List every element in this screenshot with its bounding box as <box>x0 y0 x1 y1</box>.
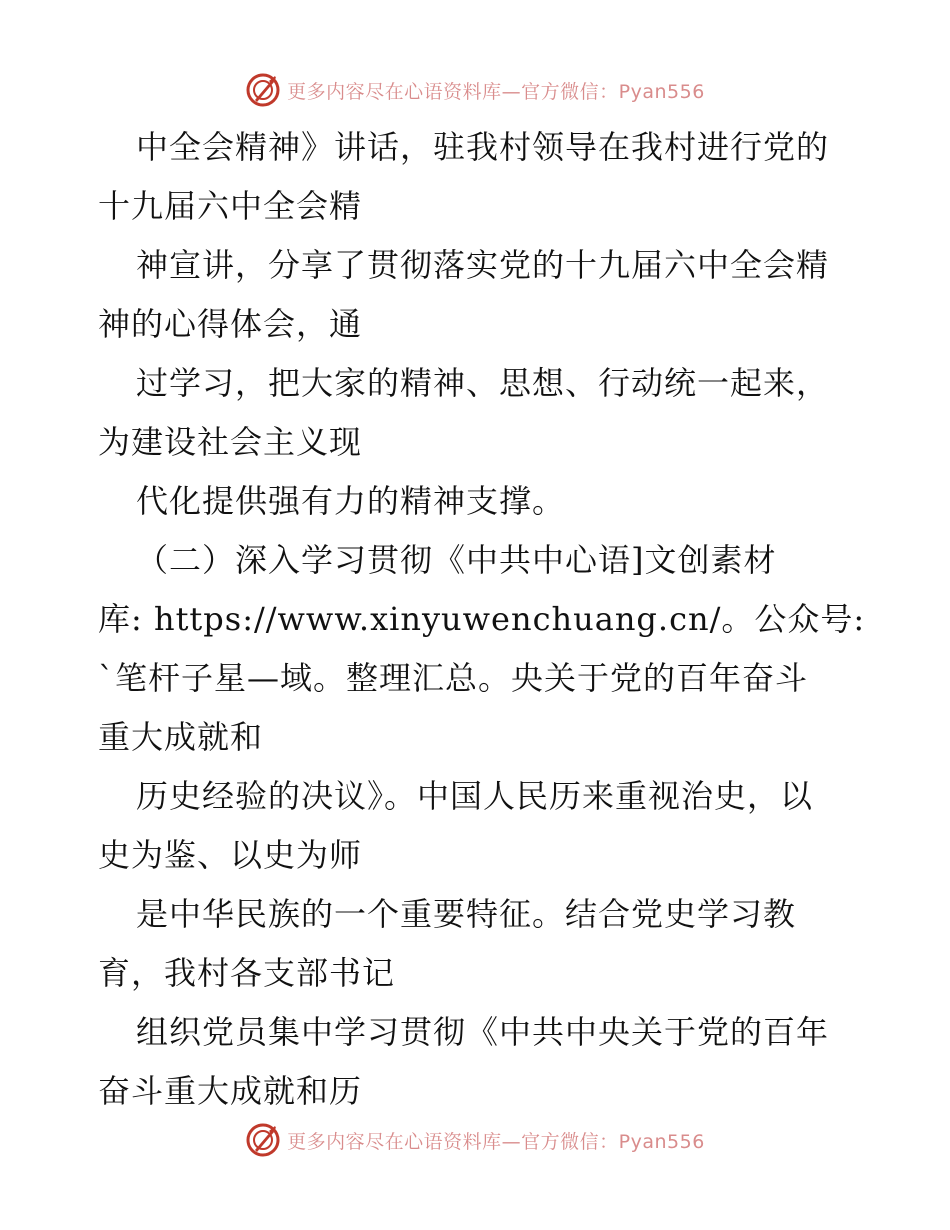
text-line: 是中华民族的一个重要特征。结合党史学习教 <box>136 895 797 933</box>
footer-banner-main: 更多内容尽在心语资料库 <box>287 1130 502 1153</box>
footer-banner <box>245 1122 705 1158</box>
text-line: （二）深入学习贯彻《中共中心语]文创素材 <box>136 541 777 579</box>
header-banner-text <box>287 77 705 104</box>
text-line: 重大成就和 <box>98 718 264 756</box>
text-line: 中全会精神》讲话，驻我村领导在我村进行党的 <box>136 128 830 166</box>
page-header <box>0 70 950 110</box>
text-line: 组织党员集中学习贯彻《中共中央关于党的百年 <box>136 1013 830 1051</box>
text-line: 为建设社会主义现 <box>98 423 363 461</box>
footer-banner-dash: — <box>501 1130 522 1153</box>
text-line: 育，我村各支部书记 <box>98 954 396 992</box>
text-line: 过学习，把大家的精神、思想、行动统一起来， <box>136 364 830 402</box>
text-line: 史为鉴、以史为师 <box>98 836 363 874</box>
header-banner-dash: — <box>501 80 522 103</box>
footer-banner-text <box>287 1127 705 1154</box>
text-line: 代化提供强有力的精神支撑。 <box>136 482 566 520</box>
text-line: 库: https://www.xinyuwenchuang.cn/。公众号: <box>98 600 866 638</box>
text-line: `笔杆子星—域。整理汇总。央关于党的百年奋斗 <box>98 659 809 697</box>
text-line: 历史经验的决议》。中国人民历来重视治史，以 <box>136 777 814 815</box>
text-line: 神宣讲，分享了贯彻落实党的十九届六中全会精 <box>136 246 830 284</box>
text-line: 十九届六中全会精 <box>98 187 363 225</box>
text-line: 奋斗重大成就和历 <box>98 1072 363 1110</box>
document-body <box>98 118 866 1121</box>
footer-banner-wechat: 官方微信：Pyan556 <box>521 1130 705 1153</box>
quill-logo-icon <box>245 72 281 108</box>
quill-logo-icon <box>245 1122 281 1158</box>
page-footer <box>0 1120 950 1160</box>
text-line: 神的心得体会，通 <box>98 305 363 343</box>
header-banner-main: 更多内容尽在心语资料库 <box>287 80 502 103</box>
header-banner <box>245 72 705 108</box>
header-banner-wechat: 官方微信：Pyan556 <box>521 80 705 103</box>
